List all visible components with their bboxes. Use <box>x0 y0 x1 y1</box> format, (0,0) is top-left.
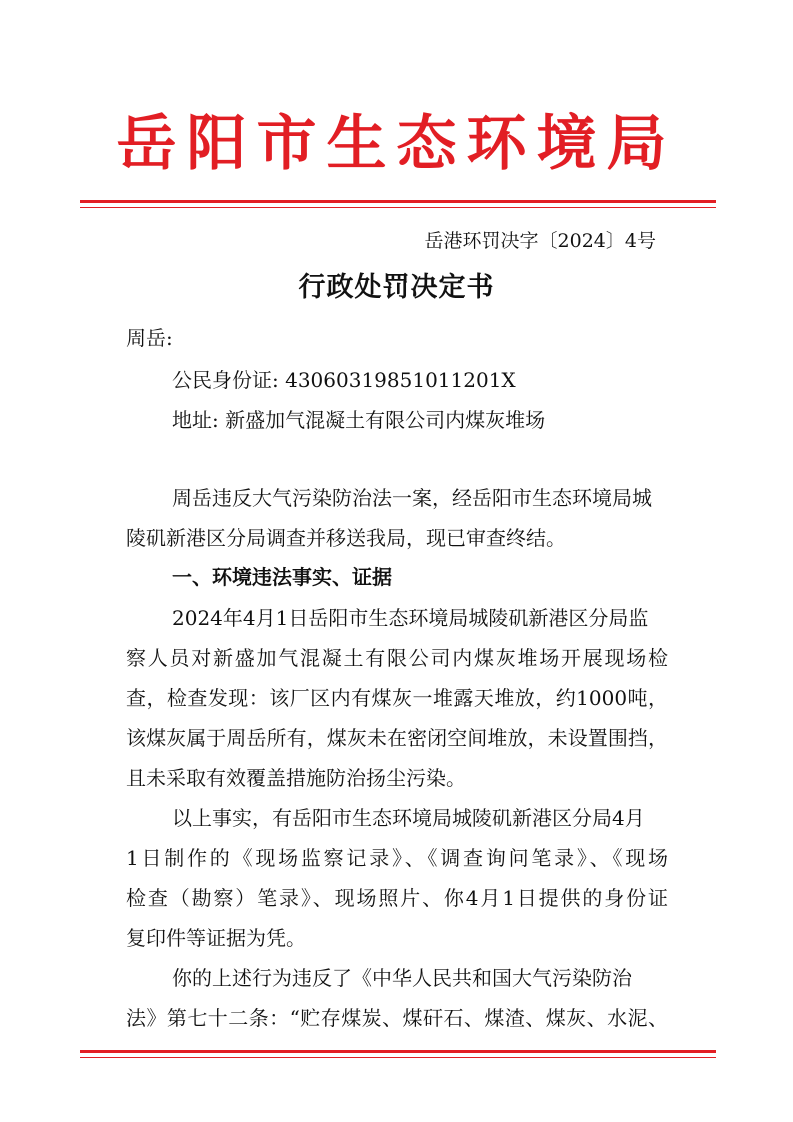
evidence-line-3: 检查（勘察）笔录》、现场照片、你4月1日提供的身份证 <box>126 886 668 910</box>
violation-line-1: 你的上述行为违反了《中华人民共和国大气污染防治 <box>172 966 632 990</box>
evidence-line-4: 复印件等证据为凭。 <box>126 926 306 950</box>
facts-line-3: 查，检查发现：该厂区内有煤灰一堆露天堆放，约1000吨， <box>126 686 668 710</box>
red-rule-top-thin <box>80 207 716 208</box>
party-name: 周岳: <box>126 326 173 350</box>
facts-line-1: 2024年4月1日岳阳市生态环境局城陵矶新港区分局监 <box>172 606 649 630</box>
party-address: 地址: 新盛加气混凝土有限公司内煤灰堆场 <box>172 408 546 432</box>
intro-line-2: 陵矶新港区分局调查并移送我局，现已审查终结。 <box>126 526 566 550</box>
evidence-line-2: 1日制作的《现场监察记录》、《调查询问笔录》、《现场 <box>126 846 668 870</box>
red-rule-top <box>80 200 716 203</box>
doc-title: 行政处罚决定书 <box>298 272 495 303</box>
facts-line-4: 该煤灰属于周岳所有，煤灰未在密闭空间堆放，未设置围挡， <box>126 726 668 750</box>
party-id: 公民身份证: 43060319851011201X <box>172 368 516 392</box>
evidence-line-1: 以上事实，有岳阳市生态环境局城陵矶新港区分局4月 <box>172 806 645 830</box>
facts-line-2: 察人员对新盛加气混凝土有限公司内煤灰堆场开展现场检 <box>126 646 668 670</box>
red-rule-bottom-thin <box>80 1057 716 1058</box>
violation-line-2: 法》第七十二条：“贮存煤炭、煤矸石、煤渣、煤灰、水泥、 <box>126 1006 668 1030</box>
intro-line-1: 周岳违反大气污染防治法一案，经岳阳市生态环境局城 <box>172 486 652 510</box>
doc-number: 岳港环罚决字〔2024〕4号 <box>424 230 656 252</box>
org-title: 岳阳市生态环境局 <box>116 109 677 179</box>
facts-line-5: 且未采取有效覆盖措施防治扬尘污染。 <box>126 766 466 790</box>
section-heading: 一、环境违法事实、证据 <box>172 565 392 589</box>
red-rule-bottom <box>80 1050 716 1053</box>
